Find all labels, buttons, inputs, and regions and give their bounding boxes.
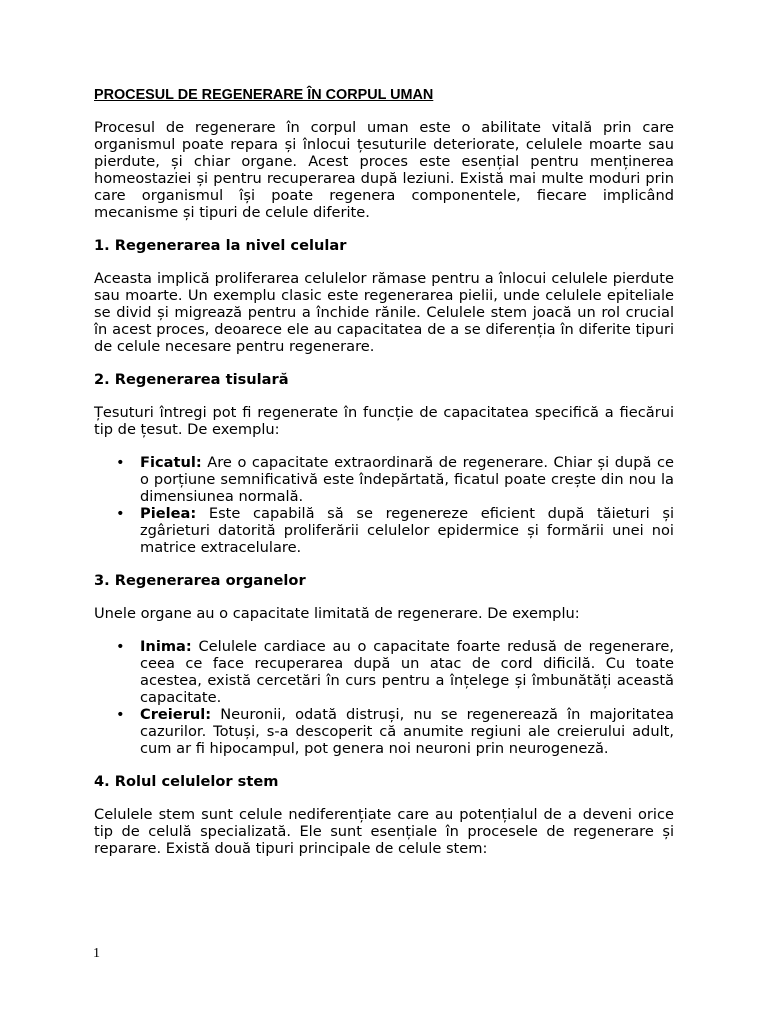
list-item-term: Pielea: bbox=[140, 505, 197, 522]
bullet-icon: • bbox=[116, 706, 125, 723]
bullet-icon: • bbox=[116, 638, 125, 655]
list-item-text: Este capabilă să se regenereze eficient după tăieturi și zgârieturi datorită proliferării celulelor epidermice și formării unei noi matrice extracelulare. bbox=[140, 505, 674, 556]
intro-paragraph: Procesul de regenerare în corpul uman este o abilitate vitală prin care organismul poate repara și înlocui țesuturile deteriorate, celulele moarte sau pierdute, și chiar organe. Acest proces este esențial pentru menținerea homeostaziei și pentru recuperarea după leziuni. Există mai multe moduri prin care organismul își poate regenera componentele, fiecare implicând mecanisme și tipuri de celule diferite. bbox=[94, 119, 674, 221]
page-number: 1 bbox=[93, 946, 100, 961]
bullet-list bbox=[94, 454, 674, 556]
section-heading: 3. Regenerarea organelor bbox=[94, 572, 306, 589]
list-item-term: Ficatul: bbox=[140, 454, 202, 471]
list-item-term: Creierul: bbox=[140, 706, 212, 723]
section-paragraph: Celulele stem sunt celule nediferențiate care au potențialul de a deveni orice tip de celulă specializată. Ele sunt esențiale în procesele de regenerare și reparare. Există două tipuri principale de celule stem: bbox=[94, 806, 674, 857]
list-item bbox=[116, 706, 674, 757]
section-heading: 2. Regenerarea tisulară bbox=[94, 371, 289, 388]
section-paragraph: Țesuturi întregi pot fi regenerate în funcție de capacitatea specifică a fiecărui tip de țesut. De exemplu: bbox=[94, 404, 674, 438]
section-heading: 4. Rolul celulelor stem bbox=[94, 773, 279, 790]
section-heading: 1. Regenerarea la nivel celular bbox=[94, 237, 347, 254]
bullet-icon: • bbox=[116, 505, 125, 522]
list-item-text: Neuronii, odată distruși, nu se regenerează în majoritatea cazurilor. Totuși, s-a descoperit că anumite regiuni ale creierului adult, cum ar fi hipocampul, pot genera noi neuroni prin neurogeneză. bbox=[140, 706, 674, 757]
document-title: PROCESUL DE REGENERARE ÎN CORPUL UMAN bbox=[94, 87, 434, 103]
list-item bbox=[116, 638, 674, 706]
list-item bbox=[116, 505, 674, 556]
list-item-term: Inima: bbox=[140, 638, 192, 655]
list-item-text: Are o capacitate extraordinară de regenerare. Chiar și după ce o porțiune semnificativă este îndepărtată, ficatul poate crește din nou la dimensiunea normală. bbox=[140, 454, 674, 505]
bullet-icon: • bbox=[116, 454, 125, 471]
section-paragraph: Aceasta implică proliferarea celulelor rămase pentru a înlocui celulele pierdute sau moarte. Un exemplu clasic este regenerarea pielii, unde celulele epiteliale se divid și migrează pentru a închide rănile. Celulele stem joacă un rol crucial în acest proces, deoarece ele au capacitatea de a se diferenția în diferite tipuri de celule necesare pentru regenerare. bbox=[94, 270, 674, 355]
bullet-list bbox=[94, 638, 674, 757]
list-item-text: Celulele cardiace au o capacitate foarte redusă de regenerare, ceea ce face recuperarea după un atac de cord dificilă. Cu toate acestea, există cercetări în curs pentru a înțelege și îmbunătăți această capacitate. bbox=[140, 638, 674, 706]
list-item bbox=[116, 454, 674, 505]
document-body bbox=[94, 87, 674, 873]
section-paragraph: Unele organe au o capacitate limitată de regenerare. De exemplu: bbox=[94, 605, 580, 622]
